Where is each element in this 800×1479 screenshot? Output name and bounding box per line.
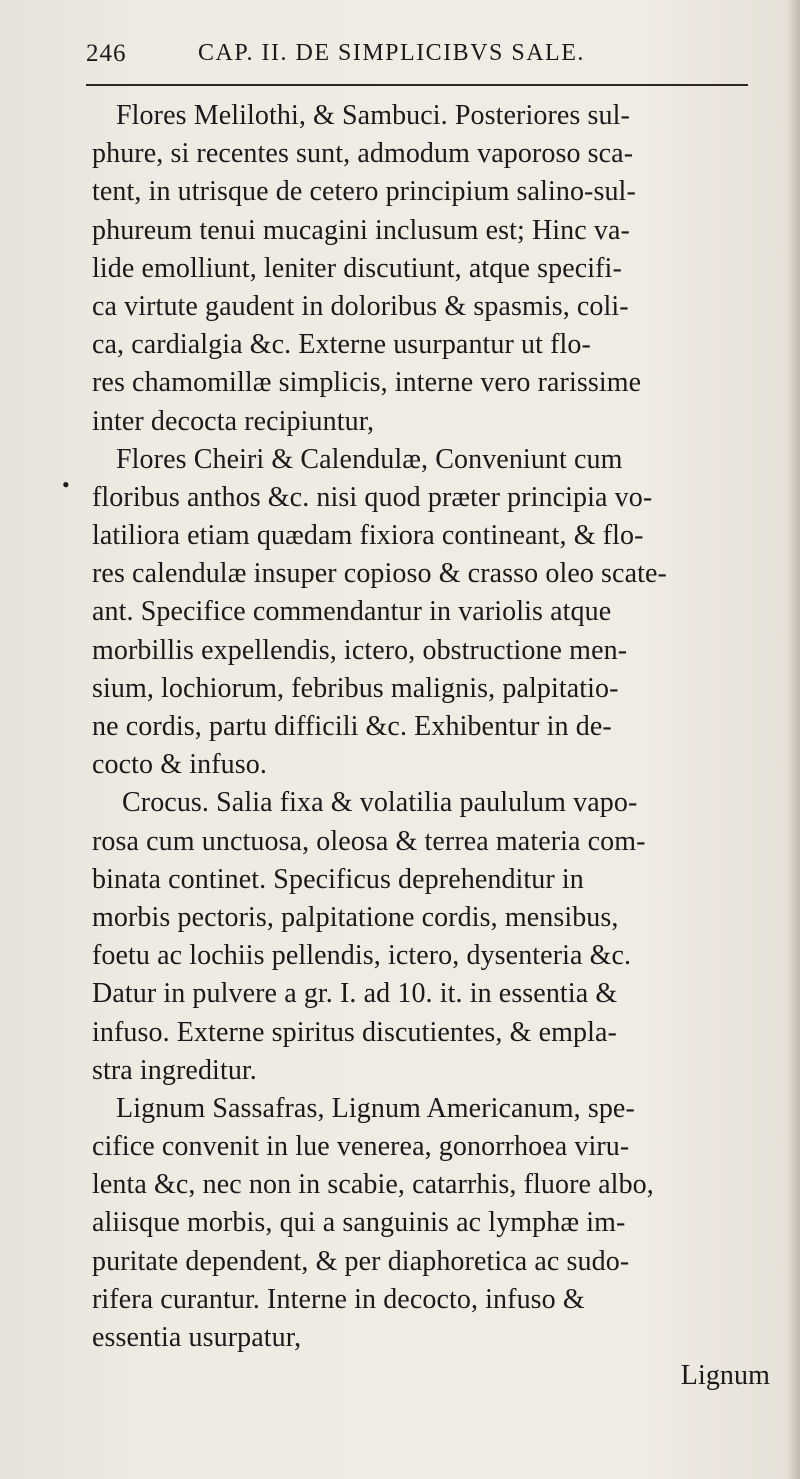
text-line: phure, si recentes sunt, admodum vaporoso sca-: [92, 138, 634, 170]
text-line: lenta &c, nec non in scabie, catarrhis, fluore albo,: [92, 1169, 654, 1201]
text-line: floribus anthos &c. nisi quod præter principia vo-: [92, 481, 653, 513]
margin-mark: •: [62, 472, 70, 497]
text-line: morbis pectoris, palpitatione cordis, mensibus,: [92, 901, 619, 933]
text-line: rosa cum unctuosa, oleosa & terrea materia com-: [92, 825, 646, 857]
text-line: Flores Cheiri & Calendulæ, Conveniunt cum: [116, 443, 623, 475]
text-line: tent, in utrisque de cetero principium salino-sul-: [92, 176, 636, 208]
text-line: puritate dependent, & per diaphoretica ac sudo-: [92, 1245, 630, 1277]
text-line: res chamomillæ simplicis, interne vero rarissime: [92, 367, 642, 399]
text-line: morbillis expellendis, ictero, obstructione men-: [92, 634, 628, 666]
text-line: phureum tenui mucagini inclusum est; Hinc va-: [92, 214, 630, 246]
header-rule: [86, 84, 748, 86]
text-line: ne cordis, partu difficili &c. Exhibentur in de-: [92, 711, 612, 742]
page-number: 246: [86, 40, 127, 67]
text-line: Flores Melilothi, & Sambuci. Posteriores sul-: [116, 100, 630, 131]
text-line: infuso. Externe spiritus discutientes, & empla-: [92, 1016, 617, 1048]
text-line: sium, lochiorum, febribus malignis, palpitatio-: [92, 672, 619, 704]
text-line: foetu ac lochiis pellendis, ictero, dysenteria &c.: [92, 940, 632, 972]
text-line: lide emolliunt, leniter discutiunt, atque specifi-: [92, 252, 622, 284]
text-line: Crocus. Salia fixa & volatilia paululum vapo-: [122, 787, 638, 819]
text-line: ca, cardialgia &c. Externe usurpantur ut flo-: [92, 329, 591, 361]
text-line: cocto & infuso.: [92, 749, 267, 781]
page-edge-shadow: [786, 0, 800, 1479]
text-line: ca virtute gaudent in doloribus & spasmis, coli-: [92, 290, 629, 322]
text-line: Datur in pulvere a gr. I. ad 10. it. in essentia &: [92, 978, 618, 1010]
text-line: cifice convenit in lue venerea, gonorrhoea viru-: [92, 1131, 630, 1163]
text-line: stra ingreditur.: [92, 1054, 257, 1086]
text-line: rifera curantur. Interne in decocto, infuso &: [92, 1283, 585, 1315]
text-line: aliisque morbis, qui a sanguinis ac lymphæ im-: [92, 1207, 626, 1239]
text-line: binata continet. Specificus deprehenditur in: [92, 863, 584, 895]
text-line: ant. Specifice commendantur in variolis atque: [92, 596, 612, 628]
text-line: Lignum Sassafras, Lignum Americanum, spe-: [116, 1092, 635, 1124]
running-head: [86, 40, 746, 80]
body-text: [92, 97, 782, 1395]
text-line: essentia usurpatur,: [92, 1322, 302, 1353]
text-line: inter decocta recipiuntur,: [92, 405, 375, 437]
text-line: res calendulæ insuper copioso & crasso oleo scate-: [92, 558, 667, 590]
catchword: Lignum: [680, 1360, 770, 1392]
text-line: latiliora etiam quædam fixiora contineant, & flo-: [92, 520, 644, 552]
running-title: CAP. II. DE SIMPLICIBVS SALE.: [198, 40, 585, 66]
